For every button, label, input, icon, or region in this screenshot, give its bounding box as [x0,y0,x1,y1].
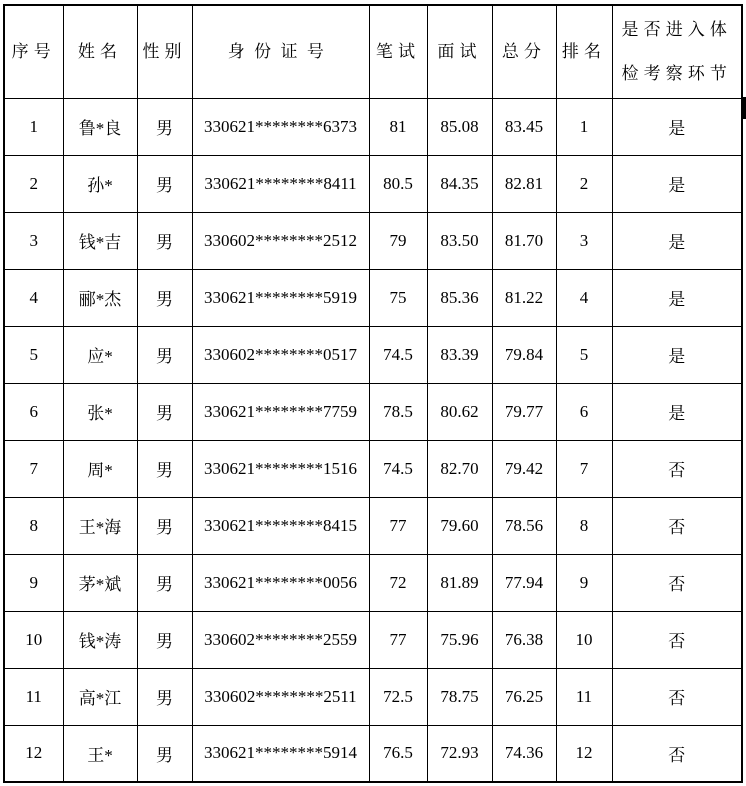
cell-written: 72.5 [369,668,427,725]
cell-name: 钱*涛 [63,611,137,668]
cell-id-number: 330602********2559 [192,611,369,668]
table-header [4,5,742,98]
cell-interview: 84.35 [427,155,492,212]
cell-interview: 81.89 [427,554,492,611]
table-row [4,212,742,269]
table-body [4,98,742,782]
cell-gender: 男 [137,326,192,383]
cell-id-number: 330621********5919 [192,269,369,326]
cell-written: 74.5 [369,440,427,497]
cell-name: 王* [63,725,137,782]
cell-written: 75 [369,269,427,326]
cell-total: 79.84 [492,326,556,383]
cell-total: 74.36 [492,725,556,782]
table-row [4,554,742,611]
cell-rank: 1 [556,98,612,155]
cell-gender: 男 [137,497,192,554]
cell-advance: 是 [612,269,742,326]
cell-id-number: 330602********2512 [192,212,369,269]
cell-interview: 75.96 [427,611,492,668]
cell-advance: 是 [612,383,742,440]
cell-name: 郦*杰 [63,269,137,326]
cell-written: 79 [369,212,427,269]
header-cell-rank: 排名 [556,5,612,98]
table-row [4,668,742,725]
cell-written: 77 [369,497,427,554]
cell-index: 4 [4,269,63,326]
cell-interview: 85.08 [427,98,492,155]
cell-name: 茅*斌 [63,554,137,611]
cell-name: 高*江 [63,668,137,725]
cell-written: 80.5 [369,155,427,212]
cell-id-number: 330621********6373 [192,98,369,155]
cell-advance: 否 [612,497,742,554]
cell-index: 10 [4,611,63,668]
cell-interview: 83.50 [427,212,492,269]
header-cell-written: 笔试 [369,5,427,98]
cell-advance: 是 [612,326,742,383]
header-cell-advance: 是否进入体检考察环节 [612,5,742,98]
table-row [4,326,742,383]
cell-total: 79.77 [492,383,556,440]
cell-rank: 11 [556,668,612,725]
cell-gender: 男 [137,554,192,611]
cell-interview: 78.75 [427,668,492,725]
cell-interview: 82.70 [427,440,492,497]
cell-name: 王*海 [63,497,137,554]
cell-interview: 85.36 [427,269,492,326]
cell-advance: 否 [612,554,742,611]
header-cell-index: 序号 [4,5,63,98]
cell-written: 77 [369,611,427,668]
cell-name: 应* [63,326,137,383]
cell-rank: 5 [556,326,612,383]
cell-index: 8 [4,497,63,554]
cell-total: 81.22 [492,269,556,326]
cell-name: 鲁*良 [63,98,137,155]
cell-gender: 男 [137,98,192,155]
header-cell-interview: 面试 [427,5,492,98]
cell-gender: 男 [137,212,192,269]
table-row [4,269,742,326]
cell-written: 81 [369,98,427,155]
cell-advance: 是 [612,212,742,269]
cell-index: 3 [4,212,63,269]
cell-advance: 是 [612,98,742,155]
cell-interview: 83.39 [427,326,492,383]
cell-id-number: 330602********0517 [192,326,369,383]
cell-written: 78.5 [369,383,427,440]
cell-id-number: 330602********2511 [192,668,369,725]
cell-total: 76.38 [492,611,556,668]
table-row [4,155,742,212]
header-cell-name: 姓名 [63,5,137,98]
cell-name: 张* [63,383,137,440]
cell-interview: 72.93 [427,725,492,782]
cell-name: 孙* [63,155,137,212]
cell-total: 79.42 [492,440,556,497]
cell-rank: 10 [556,611,612,668]
cell-index: 2 [4,155,63,212]
cell-rank: 7 [556,440,612,497]
cell-interview: 80.62 [427,383,492,440]
cell-advance: 否 [612,611,742,668]
cell-total: 76.25 [492,668,556,725]
cell-gender: 男 [137,440,192,497]
cell-advance: 否 [612,725,742,782]
cell-gender: 男 [137,383,192,440]
cell-rank: 9 [556,554,612,611]
cell-gender: 男 [137,611,192,668]
header-row [4,5,742,98]
cell-total: 77.94 [492,554,556,611]
cell-written: 74.5 [369,326,427,383]
cell-id-number: 330621********5914 [192,725,369,782]
cell-advance: 否 [612,440,742,497]
table-row [4,611,742,668]
table-row [4,98,742,155]
cell-rank: 4 [556,269,612,326]
cell-written: 72 [369,554,427,611]
cell-gender: 男 [137,725,192,782]
cell-index: 7 [4,440,63,497]
cell-id-number: 330621********8411 [192,155,369,212]
cell-id-number: 330621********8415 [192,497,369,554]
cell-rank: 8 [556,497,612,554]
cell-gender: 男 [137,155,192,212]
header-cell-total: 总分 [492,5,556,98]
cell-total: 78.56 [492,497,556,554]
cell-advance: 否 [612,668,742,725]
table-row [4,383,742,440]
cell-rank: 12 [556,725,612,782]
cell-total: 81.70 [492,212,556,269]
score-table [3,4,743,783]
cell-rank: 2 [556,155,612,212]
cell-name: 周* [63,440,137,497]
header-cell-gender: 性别 [137,5,192,98]
cell-rank: 3 [556,212,612,269]
cell-id-number: 330621********7759 [192,383,369,440]
cell-total: 82.81 [492,155,556,212]
table-row [4,725,742,782]
cell-name: 钱*吉 [63,212,137,269]
header-cell-id-number: 身份证号 [192,5,369,98]
cell-index: 6 [4,383,63,440]
cell-id-number: 330621********0056 [192,554,369,611]
cell-total: 83.45 [492,98,556,155]
cell-index: 12 [4,725,63,782]
cell-gender: 男 [137,269,192,326]
cell-advance: 是 [612,155,742,212]
cell-index: 1 [4,98,63,155]
cell-index: 5 [4,326,63,383]
table-row [4,497,742,554]
cell-id-number: 330621********1516 [192,440,369,497]
cell-written: 76.5 [369,725,427,782]
cell-gender: 男 [137,668,192,725]
cell-rank: 6 [556,383,612,440]
cell-index: 11 [4,668,63,725]
cell-index: 9 [4,554,63,611]
cell-interview: 79.60 [427,497,492,554]
table-row [4,440,742,497]
